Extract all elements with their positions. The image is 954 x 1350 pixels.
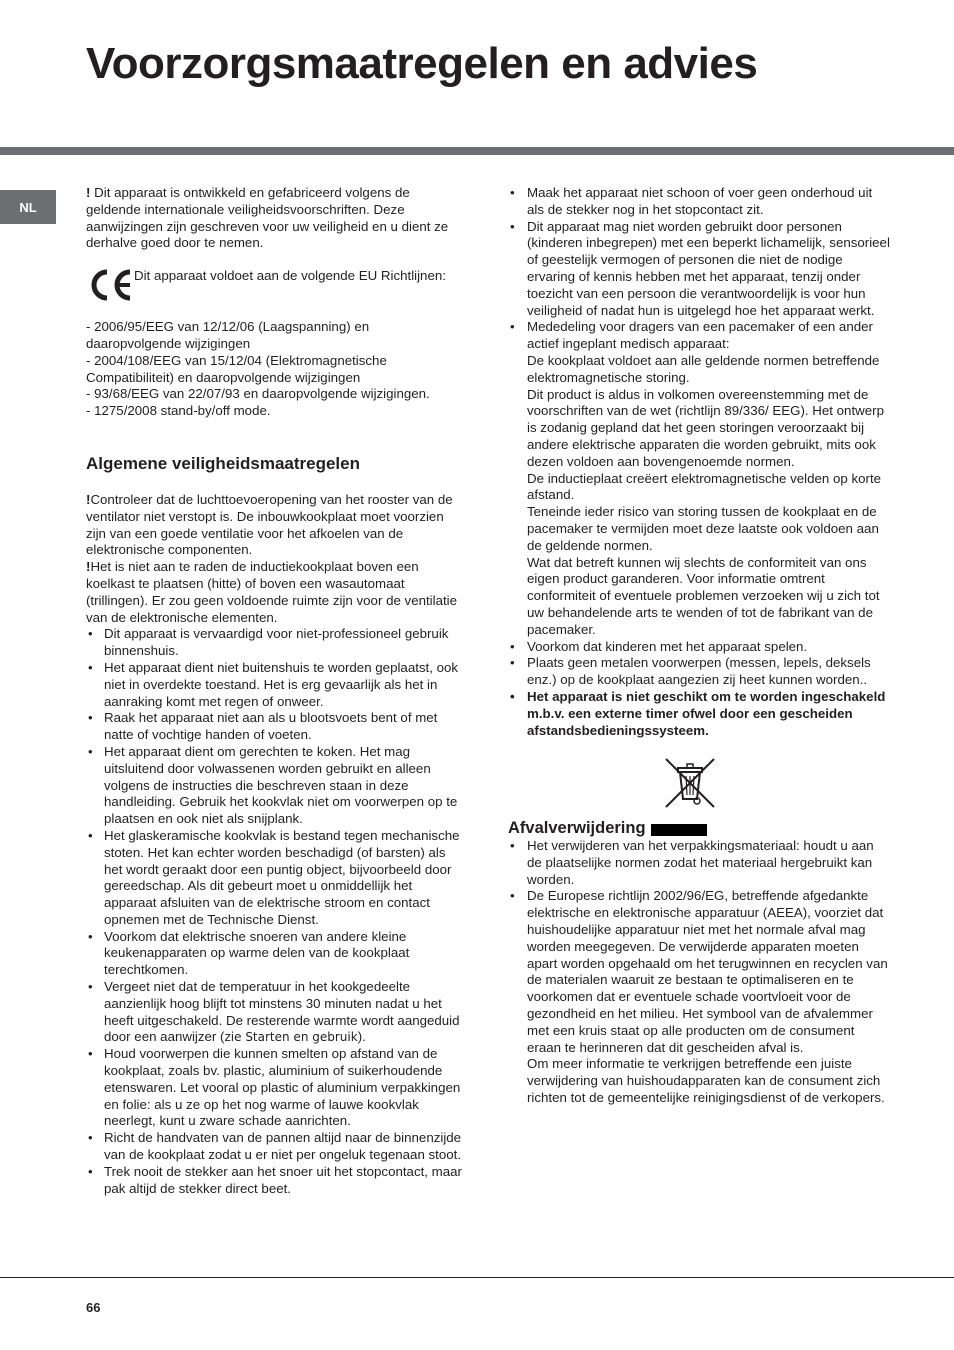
list-item: • Maak het apparaat niet schoon of voer geen onderhoud uit als de stekker nog in het stopcontact zit. xyxy=(508,185,890,219)
ce-mark-icon xyxy=(86,268,134,302)
list-item: • Dit apparaat is vervaardigd voor niet-professioneel gebruik binnenshuis. xyxy=(86,626,466,660)
list-item: • Voorkom dat elektrische snoeren van andere kleine keukenapparaten op warme delen van de kookplaat terechtkomen. xyxy=(86,929,466,979)
warning-mark: ! xyxy=(86,185,91,200)
pacemaker-intro: • Mededeling voor dragers van een pacemaker of een ander actief ingeplant medisch apparaat: xyxy=(527,319,873,352)
list-item xyxy=(508,319,890,638)
weee-paragraph: • De Europese richtlijn 2002/96/EG, betreffende afgedankte elektrische en elektronische apparatuur (AEEA), voorziet dat huishoudelijke apparatuur niet met het normale afval mag worden meegegeven. De verwijderde apparaten moeten apart worden opgehaald om het terugwinnen en recyclen van de materialen waaruit ze bestaan te optimaliseren en te voorkomen dat er eventuele schade voortvloeit voor de gezondheid en het milieu. Het symbool van de afvalemmer met een kruis staat op alle producten om de consument eraan te herinneren dat dit gescheiden afval is. xyxy=(527,888,888,1055)
warning-paragraph xyxy=(86,492,466,559)
pacemaker-paragraph: Wat dat betreft kunnen wij slechts de conformiteit van ons eigen product garanderen. Voor informatie omtrent conformiteit of eventuele problemen verzoeken wij u zich tot uw behandelende arts te wenden of tot de fabrikant van de pacemaker. xyxy=(527,554,880,637)
directive-item: - 2006/95/EEG van 12/12/06 (Laagspanning) en daaropvolgende wijzigingen xyxy=(86,319,370,351)
list-item: • Richt de handvaten van de pannen altijd naar de binnenzijde van de kookplaat zodat u er niet per ongeluk tegenaan stoot. xyxy=(86,1130,466,1164)
pacemaker-paragraph: Dit product is aldus in volkomen overeenstemming met de voorschriften van de wet (richtlijn 89/336/ EEG). Het ontwerp is zodanig gepland dat het geen storingen veroorzaakt bij andere elektrische apparaten die worden gebruikt, mits ook dezen voldoen aan bovengenoemde normen. xyxy=(527,386,884,469)
directive-item: - 1275/2008 stand-by/off mode. xyxy=(86,403,271,419)
section-heading-waste: Afvalverwijdering xyxy=(508,819,646,838)
footer-rule xyxy=(0,1277,954,1278)
warning-mark: ! xyxy=(86,559,91,575)
list-item: • Het glaskeramische kookvlak is bestand tegen mechanische stoten. Het kan echter worden beschadigd (of barsten) als het wordt geraakt door een puntig object, bijvoorbeeld door gereedschap. Als dit gebeurt moet u onmiddellijk het apparaat afsluiten van de elektrische stroom en contact opnemen met de Technische Dienst. xyxy=(86,828,466,929)
heading-bar xyxy=(651,824,707,836)
directive-item: - 2004/108/EEG van 15/12/04 (Elektromagnetische Compatibiliteit) en daaropvolgende wijzigingen xyxy=(86,352,387,385)
right-column xyxy=(508,185,890,1107)
section-heading-safety: Algemene veiligheidsmaatregelen xyxy=(86,453,360,473)
warning-text: Het is niet aan te raden de inductiekookplaat boven een koelkast te plaatsen (hitte) of boven een wasautomaat (trillingen). Er zou geen voldoende ruimte zijn voor de ventilatie van de elektronische elementen. xyxy=(86,559,458,625)
page-number: 66 xyxy=(86,1300,101,1315)
safety-list-continued xyxy=(508,185,890,739)
language-tab: NL xyxy=(0,190,56,224)
list-item: • Het apparaat dient om gerechten te koken. Het mag uitsluitend door volwassenen worden gebruikt en alleen volgens de instructies die beschreven staan in deze handleiding. Gebruik het kookvlak niet om voorwerpen op te plaatsen en ook niet als snijplank. xyxy=(86,744,466,828)
ce-text: Dit apparaat voldoet aan de volgende EU Richtlijnen: xyxy=(134,268,446,284)
list-item: • Voorkom dat kinderen met het apparaat spelen. xyxy=(508,639,890,656)
warning-mark: ! xyxy=(86,491,91,507)
left-column xyxy=(86,185,466,1197)
waste-heading-row xyxy=(508,818,890,838)
list-item: • Plaats geen metalen voorwerpen (messen, lepels, deksels enz.) op de kookplaat aangezien zij heet kunnen worden.. xyxy=(508,655,890,689)
pacemaker-paragraph: De inductieplaat creëert elektromagnetische velden op korte afstand. xyxy=(527,470,882,503)
warning-paragraph xyxy=(86,559,466,626)
intro-paragraph xyxy=(86,185,466,252)
list-item-bold: • Het apparaat is niet geschikt om te worden ingeschakeld m.b.v. een externe timer ofwel door een gescheiden afstandsbedieningssysteem. xyxy=(508,689,890,739)
pacemaker-paragraph: Teneinde ieder risico van storing tussen de kookplaat en de pacemaker te vermijden moet deze laatste ook voldoen aan de geldende normen. xyxy=(527,504,879,553)
intro-text: Dit apparaat is ontwikkeld en gefabriceerd volgens de geldende internationale veiligheidsvoorschriften. Deze aanwijzingen zijn geschreven voor uw veiligheid en u dient ze derhalve goed door te nemen. xyxy=(86,185,449,251)
crossed-bin-icon xyxy=(664,757,716,809)
list-item: • Raak het apparaat niet aan als u blootsvoets bent of met natte of vochtige handen of voeten. xyxy=(86,710,466,744)
weee-more: Om meer informatie te verkrijgen betreffende een juiste verwijdering van huishoudapparaten kan de consument zich richten tot de gemeentelijke reinigingsdienst of de verkopers. xyxy=(527,1056,885,1106)
list-item: • Het verwijderen van het verpakkingsmateriaal: houdt u aan de plaatselijke normen zodat het materiaal hergebruikt kan worden. xyxy=(508,838,890,888)
directive-list xyxy=(86,319,466,420)
list-item xyxy=(86,979,466,1046)
list-item-text: ). xyxy=(357,1029,366,1045)
safety-list xyxy=(86,626,466,1197)
list-item-text: Vergeet niet dat de temperatuur in het kookgedeelte aanzienlijk hoog blijft tot minstens 30 minuten nadat u het heeft uitgeschakeld. De resterende warmte wordt aangeduid door een aanwijzer ( xyxy=(104,979,460,1045)
ce-block xyxy=(86,268,466,302)
page-title: Voorzorgsmaatregelen en advies xyxy=(86,39,758,88)
warning-text: Controleer dat de luchttoevoeropening van het rooster van de ventilator niet verstopt is. De inbouwkookplaat moet voorzien zijn van een goede ventilatie voor het afkoelen van de elektronische componenten. xyxy=(86,491,453,558)
cross-reference: zie Starten en gebruik xyxy=(224,1030,358,1045)
list-item xyxy=(508,888,890,1106)
waste-list xyxy=(508,838,890,1107)
list-item: • Trek nooit de stekker aan het snoer uit het stopcontact, maar pak altijd de stekker direct beet. xyxy=(86,1164,466,1198)
list-item: • Dit apparaat mag niet worden gebruikt door personen (kinderen inbegrepen) met een beperkt lichamelijk, sensorieel of geestelijk vermogen of personen die niet de nodige ervaring of kennis hebben met het apparaat, tenzij onder toezicht van een persoon die verantwoordelijk is voor hun veiligheid of nadat hun is uitgelegd hoe het apparaat werkt. xyxy=(508,219,890,320)
directive-item: - 93/68/EEG van 22/07/93 en daaropvolgende wijzigingen. xyxy=(86,386,430,402)
list-item: • Het apparaat dient niet buitenshuis te worden geplaatst, ook niet in overdekte toestand. Het is erg gevaarlijk als het in aanraking komt met regen of onweer. xyxy=(86,660,466,710)
header-rule xyxy=(0,147,954,155)
pacemaker-paragraph: De kookplaat voldoet aan alle geldende normen betreffende elektromagnetische storing. xyxy=(527,352,880,385)
list-item: • Houd voorwerpen die kunnen smelten op afstand van de kookplaat, zoals bv. plastic, aluminium of suikerhoudende etenswaren. Let vooral op plastic of aluminium verpakkingen en folie: als u ze op het nog warme of lauwe kookvlak neerlegt, kunt u zware schade aanrichten. xyxy=(86,1046,466,1130)
